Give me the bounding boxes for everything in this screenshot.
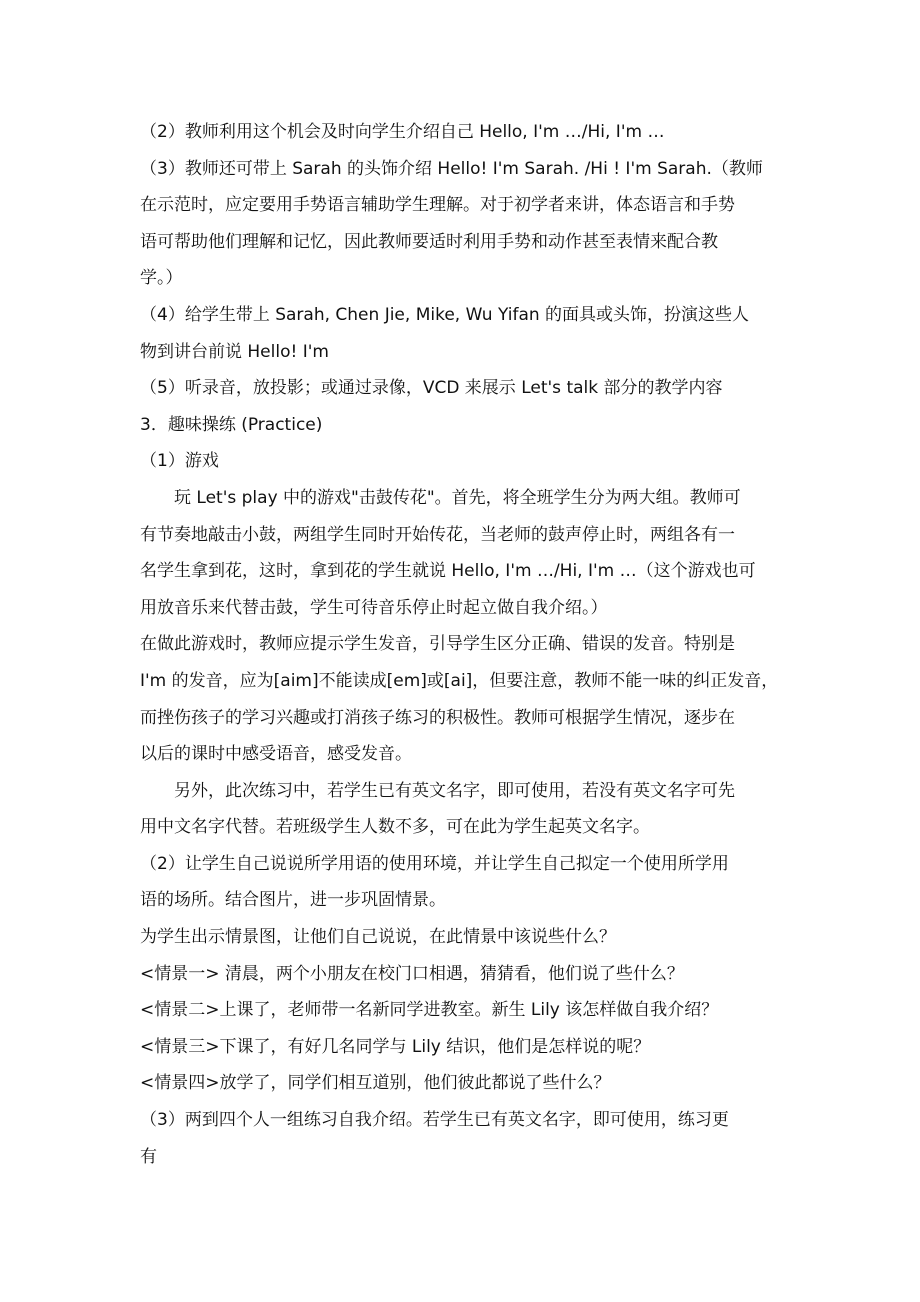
text-line: 而挫伤孩子的学习兴趣或打消孩子练习的积极性。教师可根据学生情况，逐步在: [140, 707, 735, 728]
text-line: （4）给学生带上 Sarah, Chen Jie, Mike, Wu Yifan 的面具或头饰，扮演这些人: [140, 304, 750, 325]
text-line: 有节奏地敲击小鼓，两组学生同时开始传花，当老师的鼓声停止时，两组各有一: [140, 524, 735, 545]
text-line: 为学生出示情景图，让他们自己说说，在此情景中该说些什么？: [140, 927, 616, 948]
text-line: 学。）: [140, 268, 183, 289]
text-line: 在做此游戏时，教师应提示学生发音，引导学生区分正确、错误的发音。特别是: [140, 634, 735, 655]
text-line: （3）两到四个人一组练习自我介绍。若学生已有英文名字，即可使用，练习更: [140, 1110, 729, 1131]
text-line: 有: [140, 1146, 157, 1167]
text-line: 名学生拿到花，这时，拿到花的学生就说 Hello, I'm …/Hi, I'm …（这个游戏也可: [140, 561, 756, 582]
text-line: 用中文名字代替。若班级学生人数不多，可在此为学生起英文名字。: [140, 817, 650, 838]
subsection-heading: （1）游戏: [140, 451, 219, 472]
text-line: 以后的课时中感受语音，感受发音。: [140, 744, 412, 765]
text-line: （3）教师还可带上 Sarah 的头饰介绍 Hello! I'm Sarah. /Hi ! I'm Sarah.（教师: [140, 158, 763, 179]
text-line: 语可帮助他们理解和记忆，因此教师要适时利用手势和动作甚至表情来配合教: [140, 231, 718, 252]
text-line: （2）让学生自己说说所学用语的使用环境，并让学生自己拟定一个使用所学用: [140, 853, 729, 874]
document-body: [140, 114, 785, 1175]
text-line: 用放音乐来代替击鼓，学生可待音乐停止时起立做自我介绍。）: [140, 597, 608, 618]
text-line: 物到讲台前说 Hello! I'm: [140, 341, 329, 362]
text-line: （5）听录音，放投影；或通过录像，VCD 来展示 Let's talk 部分的教学内容: [140, 378, 723, 399]
scenario-line: <情景三>下课了，有好几名同学与 Lily 结识，他们是怎样说的呢？: [140, 1036, 651, 1057]
text-line: 另外，此次练习中，若学生已有英文名字，即可使用，若没有英文名字可先: [174, 780, 735, 801]
text-line: I'm 的发音，应为[aim]不能读成[em]或[ai]，但要注意，教师不能一味的纠正发音，: [140, 670, 779, 691]
scenario-line: <情景一> 清晨，两个小朋友在校门口相遇，猜猜看，他们说了些什么？: [140, 963, 684, 984]
text-line: （2）教师利用这个机会及时向学生介绍自己 Hello, I'm …/Hi, I'm …: [140, 122, 665, 142]
text-line: 玩 Let's play 中的游戏"击鼓传花"。首先，将全班学生分为两大组。教师可: [174, 487, 741, 508]
scenario-line: <情景二>上课了，老师带一名新同学进教室。新生 Lily 该怎样做自我介绍？: [140, 1000, 719, 1021]
text-line: 语的场所。结合图片，进一步巩固情景。: [140, 890, 446, 911]
text-line: 在示范时，应定要用手势语言辅助学生理解。对于初学者来讲，体态语言和手势: [140, 195, 735, 216]
scenario-line: <情景四>放学了，同学们相互道别，他们彼此都说了些什么？: [140, 1073, 611, 1094]
section-heading: 3．趣味操练 (Practice): [140, 414, 323, 435]
